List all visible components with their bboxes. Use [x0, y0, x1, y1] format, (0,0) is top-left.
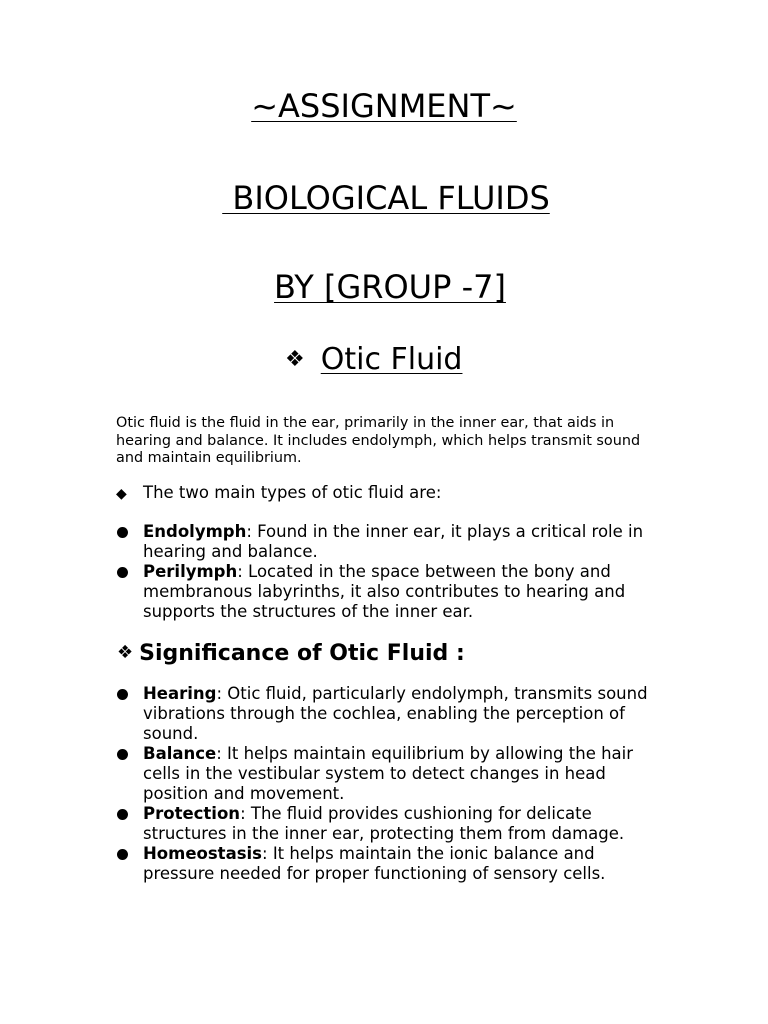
list-item-text: : Otic fluid, particularly endolymph, transmits sound vibrations through the cochlea, enabling the perception of sound.: [143, 684, 648, 743]
list-item: [116, 744, 661, 804]
list-item-text: : Located in the space between the bony and membranous labyrinths, it also contributes to hearing and supports the structures of the inner ear.: [143, 562, 626, 621]
list-item-text: : Found in the inner ear, it plays a critical role in hearing and balance.: [143, 522, 644, 561]
list-item-term: Balance: [143, 744, 217, 763]
list-item: [116, 562, 661, 622]
list-item: [116, 522, 661, 562]
bullet-dot-icon: [117, 567, 128, 578]
list-item: [116, 844, 661, 884]
significance-list: [116, 684, 661, 884]
types-lead: [116, 483, 441, 504]
bullet-dot-icon: [117, 527, 128, 538]
list-item-text: : It helps maintain equilibrium by allowing the hair cells in the vestibular system to detect changes in head position and movement.: [143, 744, 634, 803]
bullet-dot-icon: [117, 849, 128, 860]
bullet-dot-icon: [117, 689, 128, 700]
otic-fluid-heading-text: Otic Fluid: [320, 342, 463, 377]
bullet-dot-icon: [117, 809, 128, 820]
intro-paragraph: Otic fluid is the fluid in the ear, primarily in the inner ear, that aids in hearing and balance. It includes endolymph, which helps transmit sound and maintain equilibrium.: [116, 415, 641, 466]
subject-title: BIOLOGICAL FLUIDS: [222, 179, 550, 217]
significance-heading-text: Significance of Otic Fluid :: [139, 641, 465, 666]
diamond-four-icon: ❖: [117, 642, 134, 663]
list-item-term: Homeostasis: [143, 844, 263, 863]
list-item-text: : The fluid provides cushioning for delicate structures in the inner ear, protecting them from damage.: [143, 804, 625, 843]
types-lead-text: The two main types of otic fluid are:: [143, 483, 442, 502]
list-item-term: Hearing: [143, 684, 217, 703]
list-item-term: Perilymph: [143, 562, 238, 581]
list-item-text: : It helps maintain the ionic balance and pressure needed for proper functioning of sensory cells.: [143, 844, 606, 883]
otic-fluid-heading: [285, 340, 462, 380]
significance-heading: [117, 638, 465, 669]
diamond-bullet-icon: ◆: [116, 486, 127, 502]
fluid-types-list: [116, 522, 661, 622]
list-item-term: Endolymph: [143, 522, 247, 541]
diamond-four-icon: ❖: [285, 347, 305, 372]
assignment-title: ~ASSIGNMENT~: [251, 87, 517, 125]
list-item-term: Protection: [143, 804, 241, 823]
bullet-dot-icon: [117, 749, 128, 760]
group-title: BY [GROUP -7]: [274, 268, 506, 306]
list-item: [116, 684, 661, 744]
list-item: [116, 804, 661, 844]
